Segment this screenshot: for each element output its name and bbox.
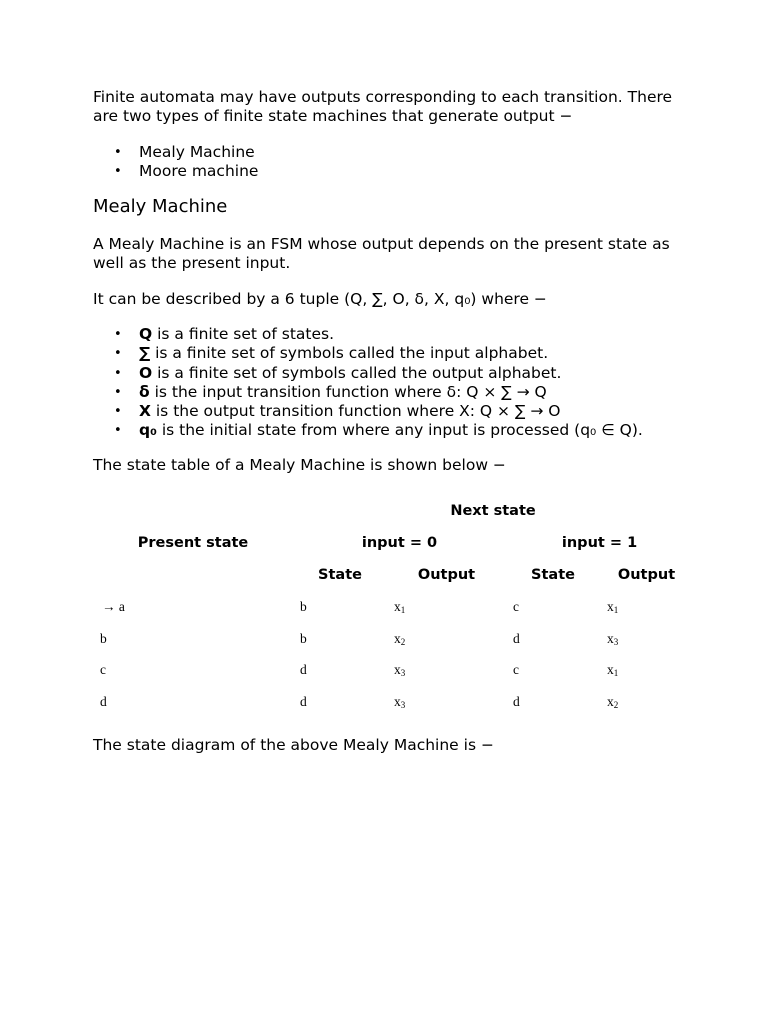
state-header: State [318, 567, 362, 584]
input-1-header: input = 1 [561, 535, 638, 552]
section-heading: Mealy Machine [93, 196, 228, 217]
tuple-intro-paragraph: It can be described by a 6 tuple (Q, ∑, O, δ, X, q₀) where − [93, 290, 547, 308]
definition: is the input transition function where δ: Q × ∑ → Q [149, 382, 547, 401]
next-state-cell: b [300, 599, 307, 615]
term: Q [139, 325, 153, 343]
state-table [93, 495, 693, 717]
list-item [93, 344, 683, 363]
term: δ [139, 382, 150, 401]
present-state-cell: c [100, 662, 106, 678]
input-0-header: input = 0 [361, 535, 438, 552]
list-item [93, 364, 683, 383]
definition: is a finite set of symbols called the output alphabet. [152, 363, 562, 382]
table-header-row [93, 559, 693, 591]
term: O [139, 363, 153, 382]
list-item [93, 325, 683, 344]
definition: is the output transition function where X: Q × ∑ → O [150, 402, 561, 421]
list-item-mealy: • Mealy Machine [93, 143, 683, 162]
next-state-cell: c [513, 599, 519, 615]
term: X [139, 402, 151, 421]
output-cell: $x_2$ [607, 693, 619, 710]
table-row [93, 623, 693, 655]
term: q₀ [139, 421, 157, 440]
next-state-cell: d [513, 630, 520, 646]
document-page [93, 88, 683, 755]
state-header: State [531, 567, 575, 584]
table-row [93, 686, 693, 718]
next-state-cell: b [300, 630, 307, 646]
list-item [93, 402, 683, 421]
table-row [93, 591, 693, 623]
table-header-row [93, 495, 693, 527]
next-state-cell: d [513, 693, 520, 709]
present-state-header: Present state [137, 535, 249, 552]
present-state-cell: → a [102, 599, 125, 615]
definition: is a finite set of symbols called the input alphabet. [150, 344, 549, 363]
output-cell: $x_1$ [607, 662, 619, 679]
output-header: Output [617, 567, 676, 584]
intro-paragraph: Finite automata may have outputs corresponding to each transition. There are two types of finite state machines that generate output − [93, 88, 673, 125]
output-cell: $x_3$ [394, 662, 406, 679]
output-cell: $x_3$ [394, 693, 406, 710]
next-state-header: Next state [450, 503, 536, 520]
next-state-cell: d [300, 662, 307, 678]
output-cell: $x_2$ [394, 630, 406, 647]
table-row [93, 654, 693, 686]
tuple-definition-list [93, 325, 683, 440]
list-item-moore: • Moore machine [93, 162, 683, 181]
output-cell: $x_1$ [394, 599, 406, 616]
table-intro-paragraph: The state table of a Mealy Machine is shown below − [93, 456, 506, 475]
output-cell: $x_3$ [607, 630, 619, 647]
next-state-cell: c [513, 662, 519, 678]
term: ∑ [139, 344, 151, 363]
output-header: Output [417, 567, 476, 584]
table-header-row [93, 527, 693, 559]
definition: is the initial state from where any input is processed (q₀ ∈ Q). [156, 421, 643, 440]
definition: is a finite set of states. [152, 325, 335, 343]
machine-types-list [93, 143, 683, 181]
list-item [93, 383, 683, 402]
diagram-intro-paragraph: The state diagram of the above Mealy Machine is − [93, 736, 494, 755]
present-state-cell: d [100, 693, 107, 709]
description-paragraph: A Mealy Machine is an FSM whose output depends on the present state as well as the present input. [93, 235, 670, 272]
list-item [93, 421, 683, 440]
next-state-cell: d [300, 693, 307, 709]
output-cell: $x_1$ [607, 599, 619, 616]
present-state-cell: b [100, 630, 107, 646]
